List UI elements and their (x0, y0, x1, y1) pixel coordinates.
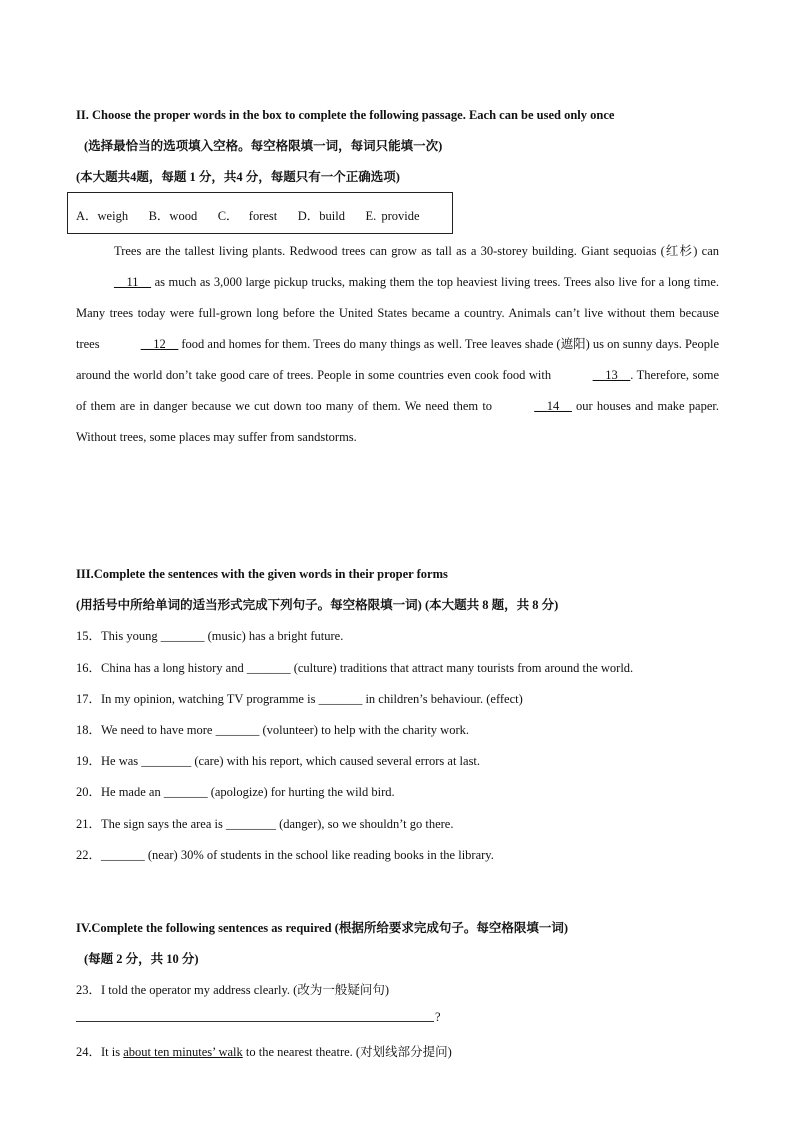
section-2-title: II. Choose the proper words in the box to complete the following passage. Each can be used only once (76, 108, 615, 122)
question-23-end-mark: ? (435, 1010, 441, 1024)
question-24-underlined-part: about ten minutes’ walk (123, 1045, 243, 1059)
section-4-title: IV.Complete the following sentences as required (根据所给要求完成句子。每空格限填一词) (76, 921, 568, 935)
question-22[interactable]: 22．_______ (near) 30% of students in the school like reading books in the library. (76, 848, 494, 862)
passage-text-2: as much as 3,000 large pickup trucks, making them the top heaviest living trees. Trees also live for a long time. Many trees today were full-grown long before the United States became a country. Animals can’t live without them because trees (76, 275, 719, 351)
question-24 (76, 1044, 452, 1060)
blank-13[interactable]: __13__ (592, 368, 631, 382)
blank-14[interactable]: __14__ (534, 399, 572, 413)
word-box (67, 192, 453, 234)
question-19[interactable]: 19．He was ________ (care) with his report, which caused several errors at last. (76, 754, 481, 768)
answer-line-23[interactable] (76, 1021, 434, 1022)
passage-text-5: our houses and make paper. Without trees, some places may suffer from sandstorms. (76, 399, 719, 444)
passage-text-4: . Therefore, some of them are in danger because we cut down too many of them. We need them to (76, 368, 719, 413)
reading-passage (76, 236, 719, 453)
word-box-options: A．weigh B．wood C． forest D．build E. provide (76, 209, 420, 223)
question-16[interactable]: 16．China has a long history and _______ (culture) traditions that attract many tourists from around the world. (76, 661, 634, 675)
question-24-end: to the nearest theatre. (对划线部分提问) (242, 1045, 452, 1059)
passage-text-3: food and homes for them. Trees do many things as well. Tree leaves shade (遮阳) us on sunny days. People around the world don’t take good care of trees. People in some countries even cook food with (76, 337, 719, 382)
section-2-instruction: (选择最恰当的选项填入空格。每空格限填一词，每词只能填一次) (84, 139, 443, 153)
passage-text-1: Trees are the tallest living plants. Redwood trees can grow as tall as a 30-storey building. Giant sequoias (红杉) can (114, 244, 719, 258)
question-23: 23．I told the operator my address clearly. (改为一般疑问句) (76, 983, 390, 997)
question-24-start: 24．It is (76, 1045, 124, 1059)
question-20[interactable]: 20．He made an _______ (apologize) for hurting the wild bird. (76, 785, 395, 799)
section-3-title: III.Complete the sentences with the given words in their proper forms (76, 567, 448, 581)
section-4-instruction: (每题 2 分，共 10 分) (84, 952, 199, 966)
blank-11[interactable]: __11__ (114, 275, 152, 289)
blank-12[interactable]: __12__ (140, 337, 179, 351)
question-18[interactable]: 18．We need to have more _______ (volunteer) to help with the charity work. (76, 723, 469, 737)
section-3-instruction: (用括号中所给单词的适当形式完成下列句子。每空格限填一词) (本大题共 8 题，共 8 分) (76, 598, 559, 612)
question-21[interactable]: 21．The sign says the area is ________ (danger), so we shouldn’t go there. (76, 817, 454, 831)
question-15[interactable]: 15．This young _______ (music) has a bright future. (76, 629, 344, 643)
section-2-score-note: (本大题共4题，每题 1 分，共4 分，每题只有一个正确选项) (76, 170, 400, 184)
question-17[interactable]: 17．In my opinion, watching TV programme is _______ in children’s behaviour. (effect) (76, 692, 523, 706)
